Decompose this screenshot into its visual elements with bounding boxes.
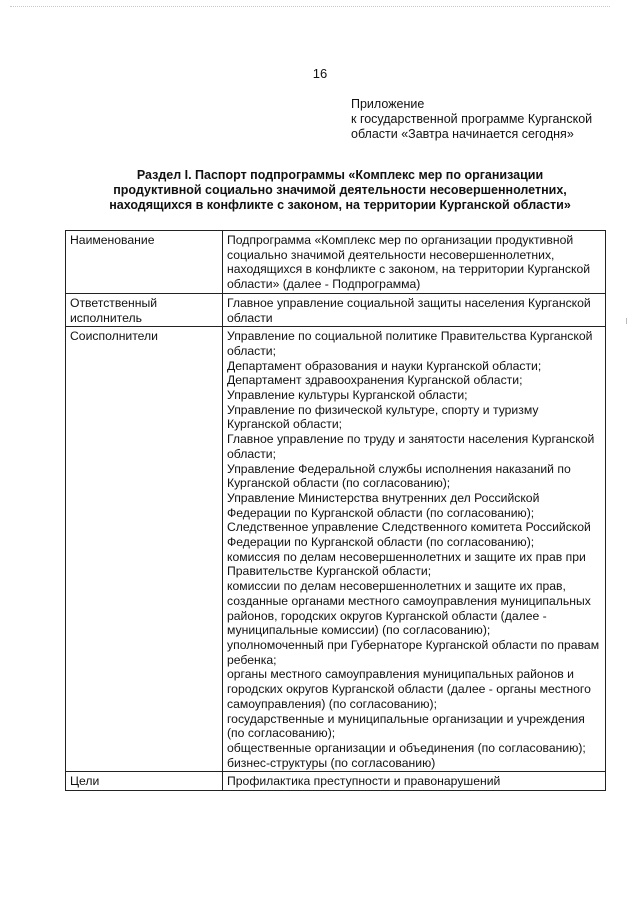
coexecutors-list <box>223 327 606 772</box>
coexecutor-item: уполномоченный при Губернаторе Курганской области по правам ребенка; <box>227 637 600 667</box>
coexecutor-item: Управление Министерства внутренних дел Российской Федерации по Курганской области (по согласованию); <box>227 490 540 520</box>
coexecutor-item: комиссии по делам несовершеннолетних и защите их прав, созданные органами местного самоуправления муниципальных районов, городских округов Курганской области (далее - муниципальные комиссии) (по согласованию); <box>227 579 591 638</box>
table-row <box>66 231 606 294</box>
coexecutor-item: Департамент образования и науки Курганской области; <box>227 358 542 373</box>
row-value: Профилактика преступности и правонарушений <box>223 772 606 791</box>
appendix-line: к государственной программе Курганской <box>351 112 593 126</box>
section-title-line: находящихся в конфликте с законом, на территории Курганской области» <box>109 198 571 212</box>
passport-table <box>65 230 606 791</box>
coexecutor-item: бизнес-структуры (по согласованию) <box>227 755 436 770</box>
page-number: 16 <box>312 66 328 81</box>
appendix-line: Приложение <box>351 97 425 111</box>
coexecutor-item: комиссия по делам несовершеннолетних и защите их прав при Правительстве Курганской области; <box>227 549 586 579</box>
coexecutor-item: общественные организации и объединения (по согласованию); <box>227 740 586 755</box>
scan-artifact <box>626 318 627 324</box>
coexecutor-item: Главное управление по труду и занятости населения Курганской области; <box>227 432 595 461</box>
coexecutor-item: органы местного самоуправления муниципальных районов и городских округов Курганской области (далее - органы местного самоуправления) (по согласованию); <box>227 667 591 711</box>
appendix-line: области «Завтра начинается сегодня» <box>351 127 574 141</box>
row-value: Подпрограмма «Комплекс мер по организации продуктивной социально значимой деятельности несовершеннолетних, находящихся в конфликте с законом, на территории Курганской области» (далее - Подпрограмма) <box>223 231 606 294</box>
row-label: Наименование <box>66 231 223 294</box>
coexecutor-item: Департамент здравоохранения Курганской области; <box>227 373 523 388</box>
scan-artifact <box>10 6 610 8</box>
coexecutor-item: Управление по физической культуре, спорту и туризму Курганской области; <box>227 402 539 432</box>
section-title <box>60 168 620 213</box>
appendix-note <box>351 97 592 142</box>
coexecutor-item: Следственное управление Следственного комитета Российской Федерации по Курганской области (по согласованию); <box>227 520 591 550</box>
section-title-line: продуктивной социально значимой деятельности несовершеннолетних, <box>113 183 567 197</box>
section-title-line: Раздел I. Паспорт подпрограммы «Комплекс мер по организации <box>136 168 544 182</box>
table-row <box>66 293 606 326</box>
row-label: Ответственный исполнитель <box>66 293 223 326</box>
coexecutor-item: Управление по социальной политике Правительства Курганской области; <box>227 329 593 358</box>
table-row <box>66 327 606 772</box>
table-row <box>66 772 606 791</box>
coexecutor-item: Управление Федеральной службы исполнения наказаний по Курганской области (по согласованию); <box>227 461 571 491</box>
row-label: Соисполнители <box>66 327 223 772</box>
row-label: Цели <box>66 772 223 791</box>
row-value: Главное управление социальной защиты населения Курганской области <box>223 293 606 326</box>
coexecutor-item: государственные и муниципальные организации и учреждения (по согласованию); <box>227 711 585 741</box>
coexecutor-item: Управление культуры Курганской области; <box>227 388 468 403</box>
